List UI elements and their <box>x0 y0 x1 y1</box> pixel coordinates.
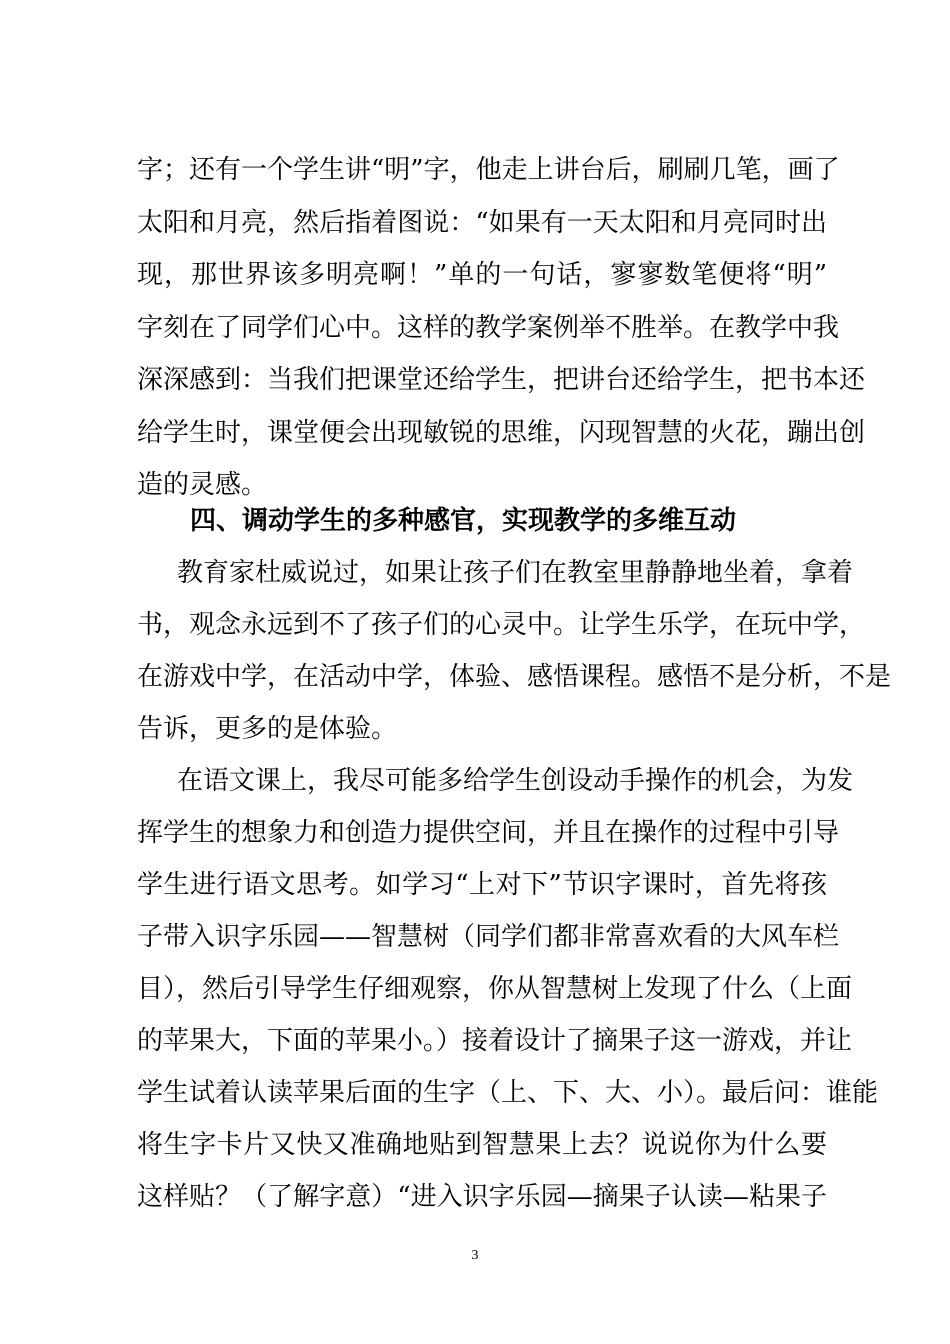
paragraph-line: 将生字卡片又快又准确地贴到智慧果上去？说说你为什么要 <box>137 1130 827 1160</box>
paragraph-line: 太阳和月亮，然后指着图说：“如果有一天太阳和月亮同时出 <box>137 208 827 238</box>
page-number: 3 <box>471 1248 479 1263</box>
paragraph-line: 这样贴？（了解字意）“进入识字乐园—摘果子认读—粘果子 <box>137 1182 827 1212</box>
paragraph-line: 书，观念永远到不了孩子们的心灵中。让学生乐学，在玩中学， <box>137 610 866 640</box>
paragraph-line: 的苹果大，下面的苹果小。）接着设计了摘果子这一游戏，并让 <box>137 1026 853 1056</box>
paragraph-line: 字；还有一个学生讲“明”字，他走上讲台后，刷刷几笔，画了 <box>137 155 840 185</box>
paragraph-line: 造的灵感。 <box>137 470 268 500</box>
paragraph-line: 深深感到：当我们把课堂还给学生，把讲台还给学生，把书本还 <box>137 365 866 395</box>
paragraph-line: 挥学生的想象力和创造力提供空间，并且在操作的过程中引导 <box>137 818 840 848</box>
paragraph-line: 现，那世界该多明亮啊！”单的一句话，寥寥数笔便将“明” <box>137 260 827 290</box>
paragraph-line: 在游戏中学，在活动中学，体验、感悟课程。感悟不是分析，不是 <box>137 662 892 692</box>
paragraph-line: 告诉，更多的是体验。 <box>137 714 398 744</box>
paragraph-line: 学生进行语文思考。如学习“上对下”节识字课时，首先将孩 <box>137 870 827 900</box>
section-heading: 四、调动学生的多种感官，实现教学的多维互动 <box>190 506 737 536</box>
paragraph-line: 在语文课上，我尽可能多给学生创设动手操作的机会，为发 <box>177 766 854 796</box>
paragraph-line: 目），然后引导学生仔细观察，你从智慧树上发现了什么（上面 <box>137 974 853 1004</box>
paragraph-line: 字刻在了同学们心中。这样的教学案例举不胜举。在教学中我 <box>137 313 840 343</box>
paragraph-line: 给学生时，课堂便会出现敏锐的思维，闪现智慧的火花，蹦出创 <box>137 418 866 448</box>
paragraph-line: 学生试着认读苹果后面的生字（上、下、大、小）。最后问：谁能 <box>137 1078 879 1108</box>
paragraph-line: 子带入识字乐园——智慧树（同学们都非常喜欢看的大风车栏 <box>137 922 840 952</box>
paragraph-line: 教育家杜威说过，如果让孩子们在教室里静静地坐着，拿着 <box>177 558 854 588</box>
